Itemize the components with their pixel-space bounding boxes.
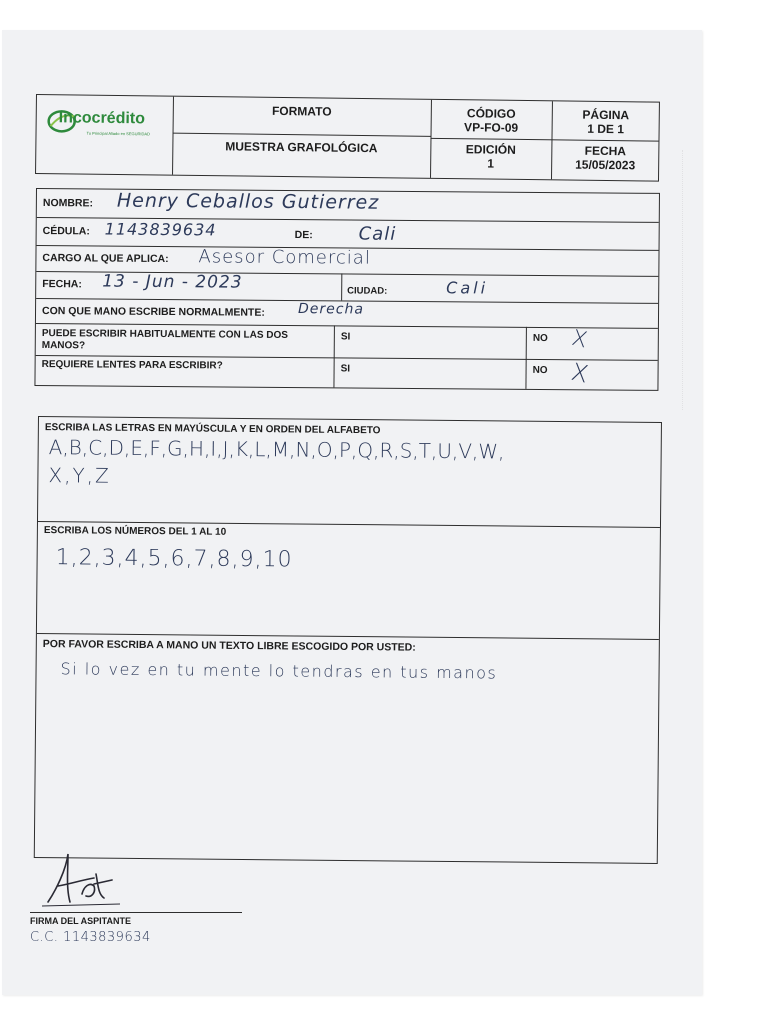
writing-samples-table bbox=[34, 416, 662, 864]
cedula-label: CÉDULA: bbox=[42, 225, 90, 238]
paper-bleed-through bbox=[682, 150, 697, 410]
handwritten-signature bbox=[38, 850, 128, 910]
de-value: Cali bbox=[358, 223, 397, 245]
ambas-manos-label-1: PUEDE ESCRIBIR HABITUALMENTE CON LAS DOS bbox=[41, 328, 289, 341]
de-label: DE: bbox=[294, 229, 313, 242]
ciudad-label: CIUDAD: bbox=[347, 285, 388, 297]
company-logo bbox=[46, 105, 166, 146]
fecha-value: 13 - Jun - 2023 bbox=[102, 271, 243, 293]
letters-label: ESCRIBA LAS LETRAS EN MAYÚSCULA Y EN ORDEN DEL ALFABETO bbox=[44, 422, 381, 437]
ciudad-value: Cali bbox=[446, 278, 489, 298]
personal-data-table bbox=[34, 188, 660, 391]
logo-tagline: Tu Principal Aliado en SEGURIDAD bbox=[86, 130, 150, 137]
fecha-label: FECHA: bbox=[42, 278, 82, 291]
numbers-value: 1,2,3,4,5,6,7,8,9,10 bbox=[55, 545, 293, 573]
nombre-value: Henry Ceballos Gutierrez bbox=[116, 189, 380, 214]
ambas-manos-label-2: MANOS? bbox=[41, 340, 86, 352]
form-paper bbox=[2, 30, 702, 995]
signature-cc: C.C. 1143839634 bbox=[30, 930, 151, 945]
fecha-header-value: 15/05/2023 bbox=[575, 157, 636, 173]
nombre-label: NOMBRE: bbox=[42, 197, 94, 210]
codigo-label: CÓDIGO bbox=[466, 106, 516, 121]
ambas-no-label: NO bbox=[532, 332, 548, 345]
free-text-label: POR FAVOR ESCRIBA A MANO UN TEXTO LIBRE ESCOGIDO POR USTED: bbox=[42, 638, 416, 654]
lentes-no-mark: X bbox=[568, 357, 592, 389]
header-table bbox=[35, 94, 660, 182]
lentes-si-label: SI bbox=[340, 363, 351, 375]
letters-line-2: X,Y,Z bbox=[48, 463, 111, 488]
logo-text: Incocrédito bbox=[58, 109, 146, 128]
lentes-label: REQUIERE LENTES PARA ESCRIBIR? bbox=[41, 359, 223, 372]
codigo-value: VP-FO-09 bbox=[464, 120, 519, 135]
lentes-no-label: NO bbox=[532, 364, 548, 377]
fecha-header-label: FECHA bbox=[584, 143, 627, 159]
mano-label: CON QUE MANO ESCRIBE NORMALMENTE: bbox=[41, 305, 265, 319]
cedula-value: 1143839634 bbox=[104, 219, 217, 240]
signature-label: FIRMA DEL ASPITANTE bbox=[30, 916, 131, 926]
ambas-no-mark: X bbox=[569, 325, 591, 354]
numbers-label: ESCRIBA LOS NÚMEROS DEL 1 AL 10 bbox=[43, 525, 227, 538]
free-text-value: Si lo vez en tu mente lo tendras en tus manos bbox=[60, 659, 498, 683]
formato-value: MUESTRA GRAFOLÓGICA bbox=[225, 139, 378, 156]
ambas-si-label: SI bbox=[340, 331, 351, 343]
edicion-label: EDICIÓN bbox=[465, 142, 516, 157]
cargo-value: Asesor Comercial bbox=[198, 246, 371, 269]
formato-label: FORMATO bbox=[271, 103, 332, 119]
pagina-value: 1 DE 1 bbox=[587, 121, 625, 137]
letters-line-1: A,B,C,D,E,F,G,H,I,J,K,L,M,N,O,P,Q,R,S,T,U,V,W, bbox=[48, 435, 505, 464]
cargo-label: CARGO AL QUE APLICA: bbox=[42, 252, 169, 266]
mano-value: Derecha bbox=[297, 301, 365, 318]
pagina-label: PÁGINA bbox=[582, 107, 630, 123]
edicion-value: 1 bbox=[487, 156, 495, 171]
